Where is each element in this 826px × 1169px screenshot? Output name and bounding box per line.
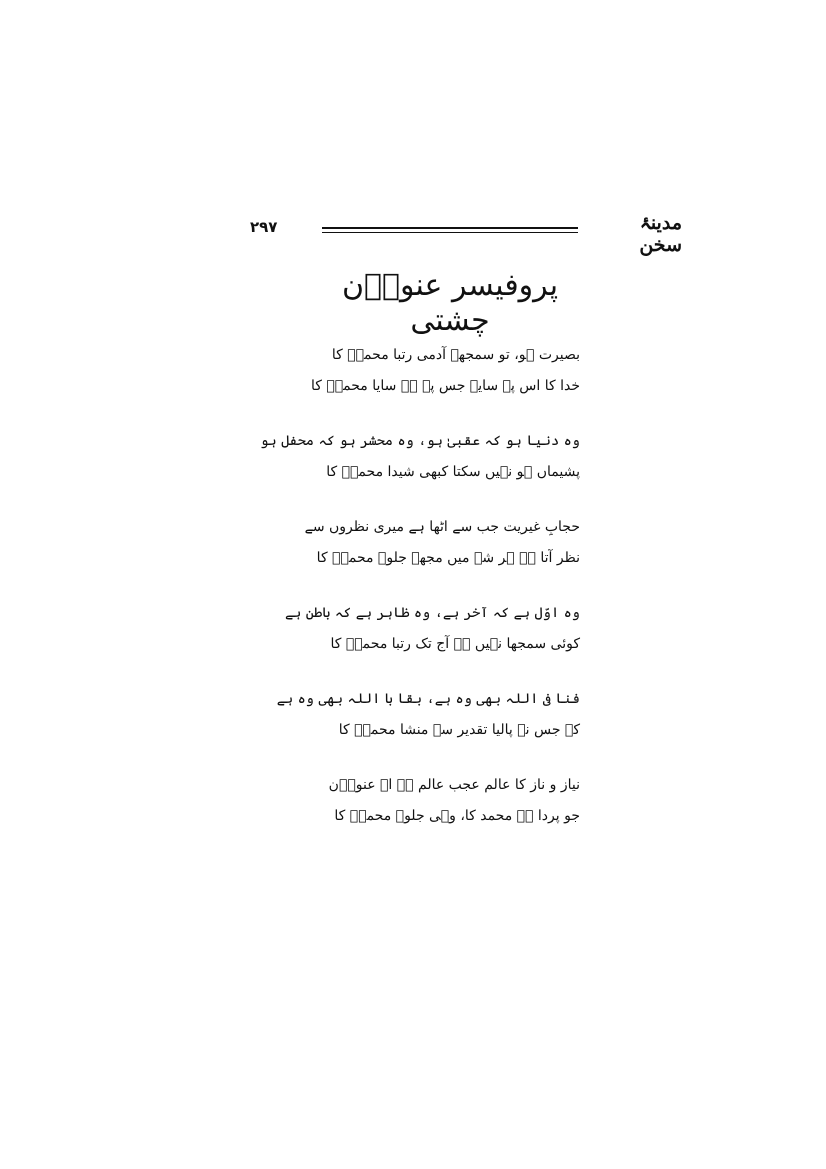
stanza: [304, 512, 580, 574]
verse-line: نظر آتا ہے ہر شے میں مجھے جلوہ محمدؐ کا: [316, 550, 580, 566]
verse-line: جو پردا ہے محمد کا، وہی جلوہ محمدؐ کا: [334, 808, 580, 824]
stanza: [328, 770, 580, 832]
verse-line: پشیماں ہو نہیں سکتا کبھی شیدا محمدؐ کا: [326, 464, 580, 480]
poem: [260, 340, 580, 856]
poet-name: پروفیسر عنواؔن چشتی: [341, 268, 559, 338]
stanza: [284, 598, 580, 660]
verse-line: بصیرت ہو، تو سمجھے آدمی رتبا محمدؐ کا: [331, 347, 580, 363]
verse-line: فنا فی اللہ بھی وہ ہے، بقا با اللہ بھی وہ ہے: [276, 691, 580, 707]
verse-line: کہ جس نے پالیا تقدیر سے منشا محمدؐ کا: [338, 722, 580, 738]
verse-line: وہ دنیا ہو کہ عقبیٰ ہو، وہ محشر ہو کہ محفل ہو: [260, 433, 580, 449]
verse-line: خدا کا اس پہ سایہ جس پہ ہے سایا محمدؐ کا: [310, 378, 580, 394]
book-title: مدینۂ سخن: [639, 212, 682, 256]
page-number: ۲۹۷: [250, 218, 278, 236]
header-rule-bottom: [322, 232, 578, 233]
stanza: [276, 684, 580, 746]
header-rule-top: [322, 227, 578, 229]
stanza: [260, 426, 580, 488]
verse-line: نیاز و ناز کا عالم عجب عالم ہے اے عنواؔن: [328, 777, 580, 793]
verse-line: وہ اوّل ہے کہ آخر ہے، وہ ظاہر ہے کہ باطن ہے: [284, 605, 580, 621]
stanza: [310, 340, 580, 402]
verse-line: حجابِ غیریت جب سے اٹھا ہے میری نظروں سے: [304, 519, 580, 535]
verse-line: کوئی سمجھا نہیں ہے آج تک رتبا محمدؐ کا: [330, 636, 580, 652]
